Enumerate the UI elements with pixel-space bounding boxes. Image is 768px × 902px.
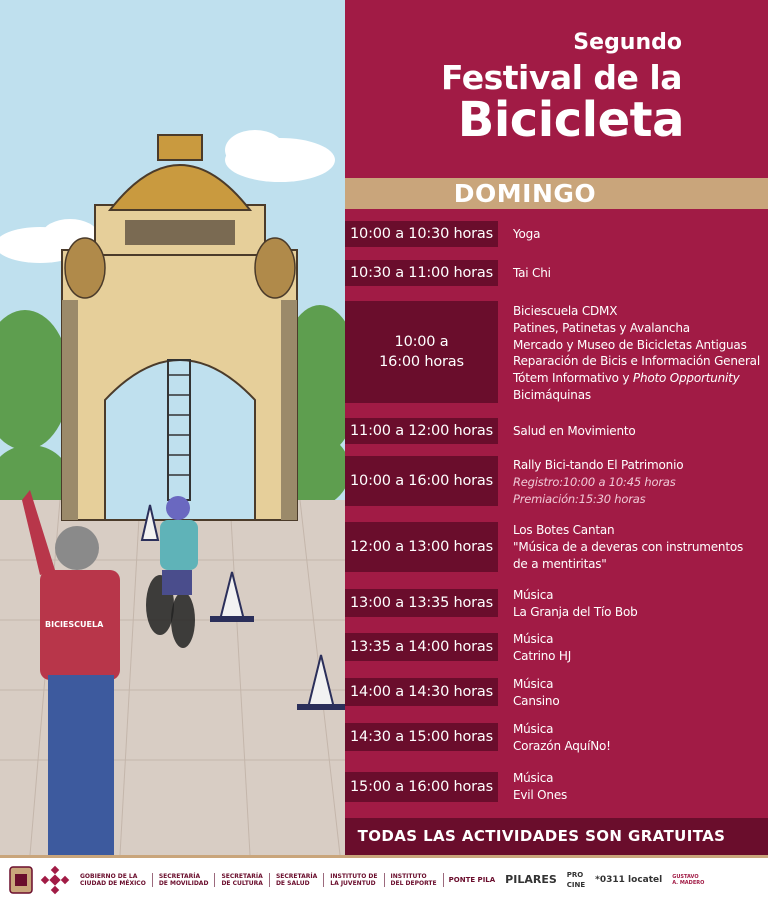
day-label: DOMINGO (453, 179, 597, 208)
activity: Corazón AquíNo! (513, 738, 611, 753)
time-slot-line: 16:00 horas (379, 354, 464, 370)
title-line-1: Segundo (573, 30, 682, 55)
schedule-row (345, 301, 768, 403)
activity-italic: Photo Opportunity (632, 371, 740, 386)
title-line-3: Bicicleta (457, 92, 684, 148)
activity: Música (513, 588, 554, 602)
activity: Música (513, 771, 554, 785)
activity: Tai Chi (513, 266, 551, 280)
schedule-row (345, 522, 768, 572)
free-activities-banner: TODAS LAS ACTIVIDADES SON GRATUITAS (345, 818, 768, 855)
activity-list (513, 423, 636, 440)
logo-gobierno: GOBIERNO DE LA CIUDAD DE MÉXICO (74, 873, 153, 887)
time-slot: 10:00 a 10:30 horas (345, 221, 498, 247)
logo-movilidad: SECRETARÍA DE MOVILIDAD (153, 873, 216, 887)
logo-pontepila: PONTE PILA (448, 876, 496, 884)
activity: Evil Ones (513, 787, 568, 802)
time-slot: 15:00 a 16:00 horas (345, 772, 498, 802)
logo-locatel: *0311 locatel (595, 875, 663, 885)
activity: "Música de a deveras con instrumentos (513, 539, 744, 554)
activity: Bicimáquinas (513, 387, 591, 402)
sponsor-footer (0, 855, 768, 902)
time-slot: 10:30 a 11:00 horas (345, 260, 498, 286)
activity-list (513, 265, 551, 282)
activity-list (513, 457, 683, 507)
schedule-row (345, 418, 768, 444)
shirt-text: BICIESCUELA (45, 620, 104, 629)
title-line-2: Festival de la (441, 58, 682, 97)
time-slot: 10:00 a 16:00 horas (345, 456, 498, 506)
activity: Cansino (513, 693, 560, 708)
schedule-row (345, 221, 768, 247)
schedule-row (345, 456, 768, 508)
activity-list (513, 676, 559, 710)
schedule-row (345, 772, 768, 802)
activity: La Granja del Tío Bob (513, 604, 638, 619)
activity: Catrino HJ (513, 648, 572, 663)
activity: Reparación de Bicis e Información General (513, 354, 760, 369)
activity: Música (513, 632, 554, 646)
activity-list (513, 226, 540, 243)
schedule-row (345, 589, 768, 617)
schedule-panel (345, 0, 768, 855)
schedule-row (345, 723, 768, 751)
activity-note: Premiación:15:30 horas (513, 491, 646, 506)
activity-list (513, 631, 571, 665)
time-slot: 13:00 a 13:35 horas (345, 589, 498, 617)
activity-list (513, 522, 743, 572)
schedule-row (345, 260, 768, 286)
time-slot: 14:00 a 14:30 horas (345, 678, 498, 706)
activity-text: Tótem Informativo y (513, 371, 633, 386)
activity: Los Botes Cantan (513, 523, 615, 537)
time-slot (345, 301, 498, 403)
logo-pilares: PILARES (505, 873, 557, 886)
logo-salud: SECRETARÍA DE SALUD (270, 873, 324, 887)
activity-list (513, 303, 760, 404)
schedule-row (345, 633, 768, 661)
activity (513, 370, 760, 387)
activity: Rally Bici-tando El Patrimonio (513, 458, 684, 472)
logo-procine: PRO CINE (566, 871, 586, 889)
activity-list (513, 721, 611, 755)
activity-list (513, 770, 567, 804)
seal-icon (8, 865, 34, 895)
activity: Biciescuela CDMX (513, 304, 618, 318)
schedule-row (345, 678, 768, 706)
activity-note: Registro:10:00 a 10:45 horas (513, 474, 676, 489)
activity: Mercado y Museo de Bicicletas Antiguas (513, 337, 747, 352)
time-slot: 11:00 a 12:00 horas (345, 418, 498, 444)
activity-list (513, 587, 638, 621)
time-slot-line: 10:00 a (394, 333, 449, 350)
logo-cultura: SECRETARÍA DE CULTURA (215, 873, 270, 887)
time-slot: 14:30 a 15:00 horas (345, 723, 498, 751)
logo-deporte: INSTITUTO DEL DEPORTE (385, 873, 444, 887)
time-slot: 12:00 a 13:00 horas (345, 522, 498, 572)
day-banner (345, 178, 768, 209)
cdmx-logo-icon (40, 865, 70, 895)
activity: de a mentiritas" (513, 556, 607, 571)
activity: Salud en Movimiento (513, 424, 636, 438)
time-slot: 13:35 a 14:00 horas (345, 633, 498, 661)
logo-juventud: INSTITUTO DE LA JUVENTUD (324, 873, 384, 887)
activity: Música (513, 677, 554, 691)
activity: Yoga (513, 227, 541, 241)
monument-illustration (0, 0, 345, 855)
activity: Música (513, 722, 554, 736)
activity: Patines, Patinetas y Avalancha (513, 320, 690, 335)
logo-alcaldia: GUSTAVO A. MADERO (672, 874, 705, 886)
